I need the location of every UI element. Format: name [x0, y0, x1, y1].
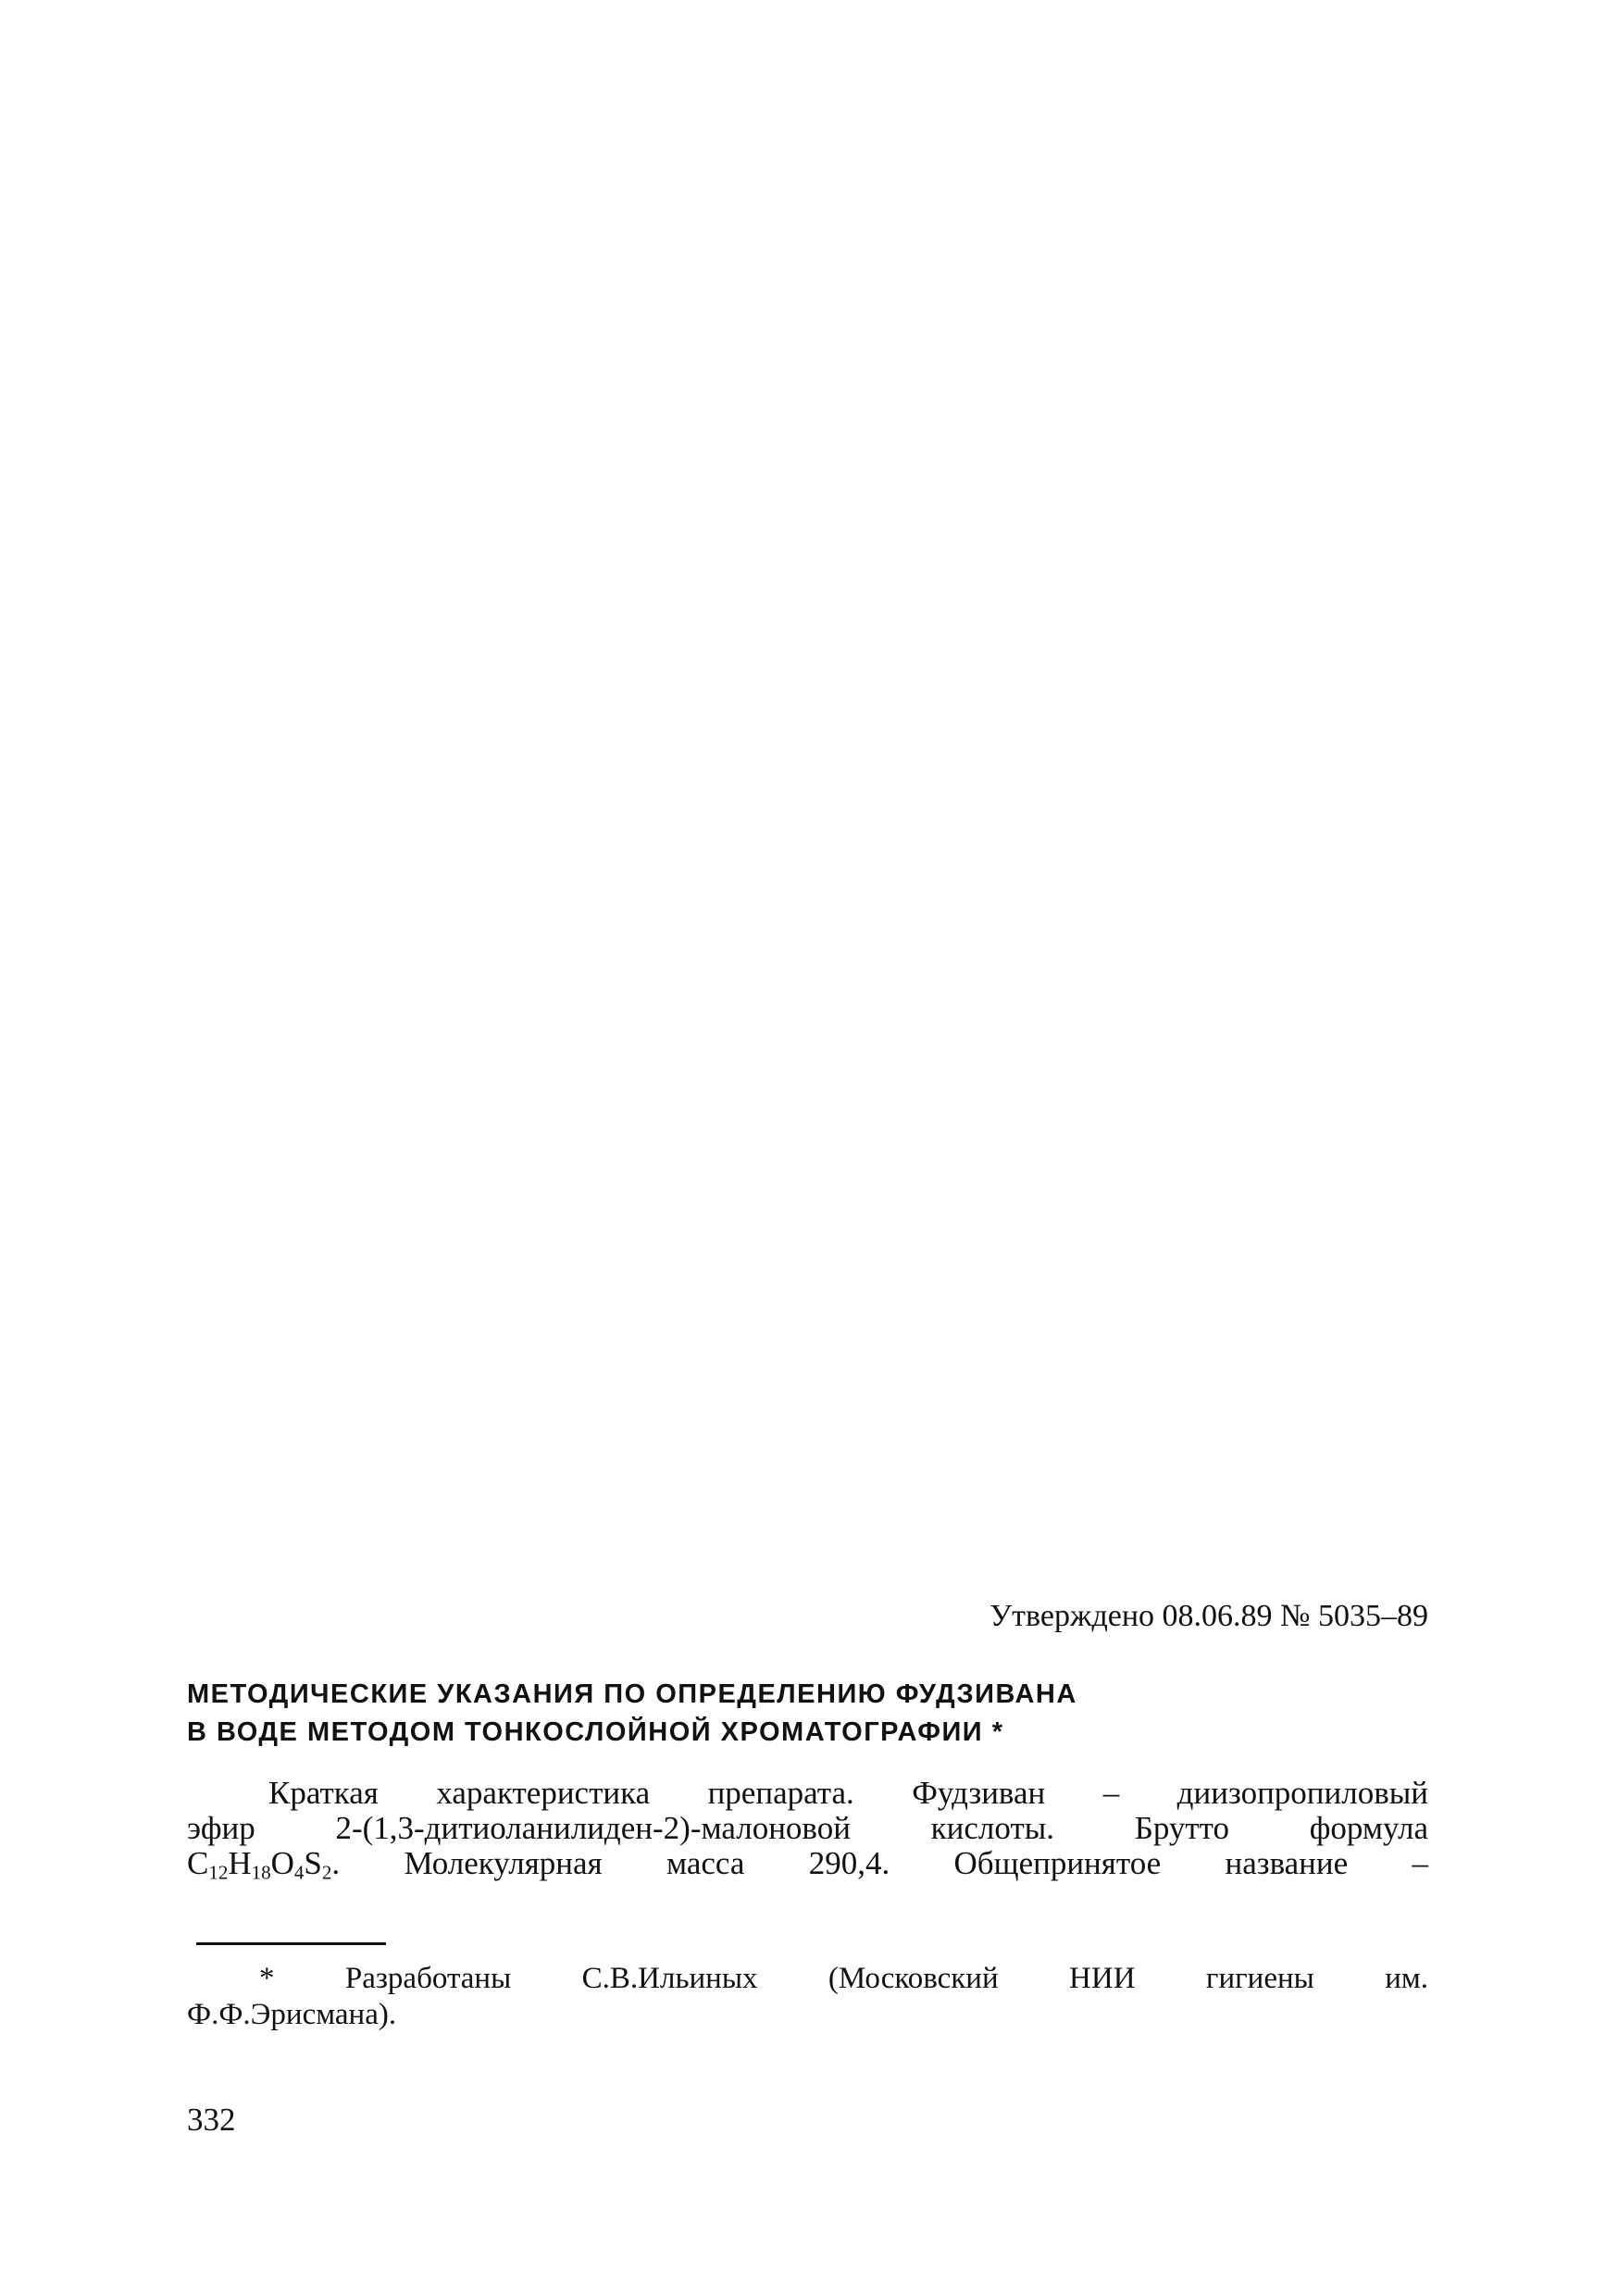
formula-o-subscript: 4 [293, 1861, 305, 1884]
body-line-3 [187, 1845, 1428, 1884]
footnote-line-2: Ф.Ф.Эрисмана). [187, 1998, 397, 2031]
approval-line: Утверждено 08.06.89 № 5035–89 [989, 1599, 1428, 1633]
body-paragraph [187, 1775, 1428, 1884]
formula-h: H [228, 1845, 252, 1881]
formula-h-subscript: 18 [251, 1861, 271, 1884]
formula-s-subscript: 2 [321, 1861, 332, 1884]
title-line-2: В ВОДЕ МЕТОДОМ ТОНКОСЛОЙНОЙ ХРОМАТОГРАФИИ * [187, 1717, 1004, 1747]
footnote-divider [196, 1942, 386, 1945]
document-title [187, 1676, 1428, 1752]
formula-o: O [270, 1845, 294, 1881]
body-line-2: эфир 2-(1,3-дитиоланилиден-2)-малоновой кислоты. Брутто формула [187, 1810, 1428, 1846]
footnote-line-1: * Разработаны С.В.Ильиных (Московский НИИ гигиены им. [259, 1962, 1428, 1995]
formula-c-subscript: 12 [208, 1861, 229, 1884]
formula-c: C [187, 1845, 209, 1881]
title-line-1: МЕТОДИЧЕСКИЕ УКАЗАНИЯ ПО ОПРЕДЕЛЕНИЮ ФУДЗИВАНА [187, 1679, 1077, 1709]
footnote [187, 1961, 1428, 2033]
formula-s: S [304, 1845, 322, 1881]
body-line-3-text: . Молекулярная масса 290,4. Общепринятое название – [331, 1845, 1428, 1881]
body-line-1: Краткая характеристика препарата. Фудзиван – диизопропиловый [268, 1775, 1428, 1811]
page-number: 332 [187, 2102, 236, 2138]
